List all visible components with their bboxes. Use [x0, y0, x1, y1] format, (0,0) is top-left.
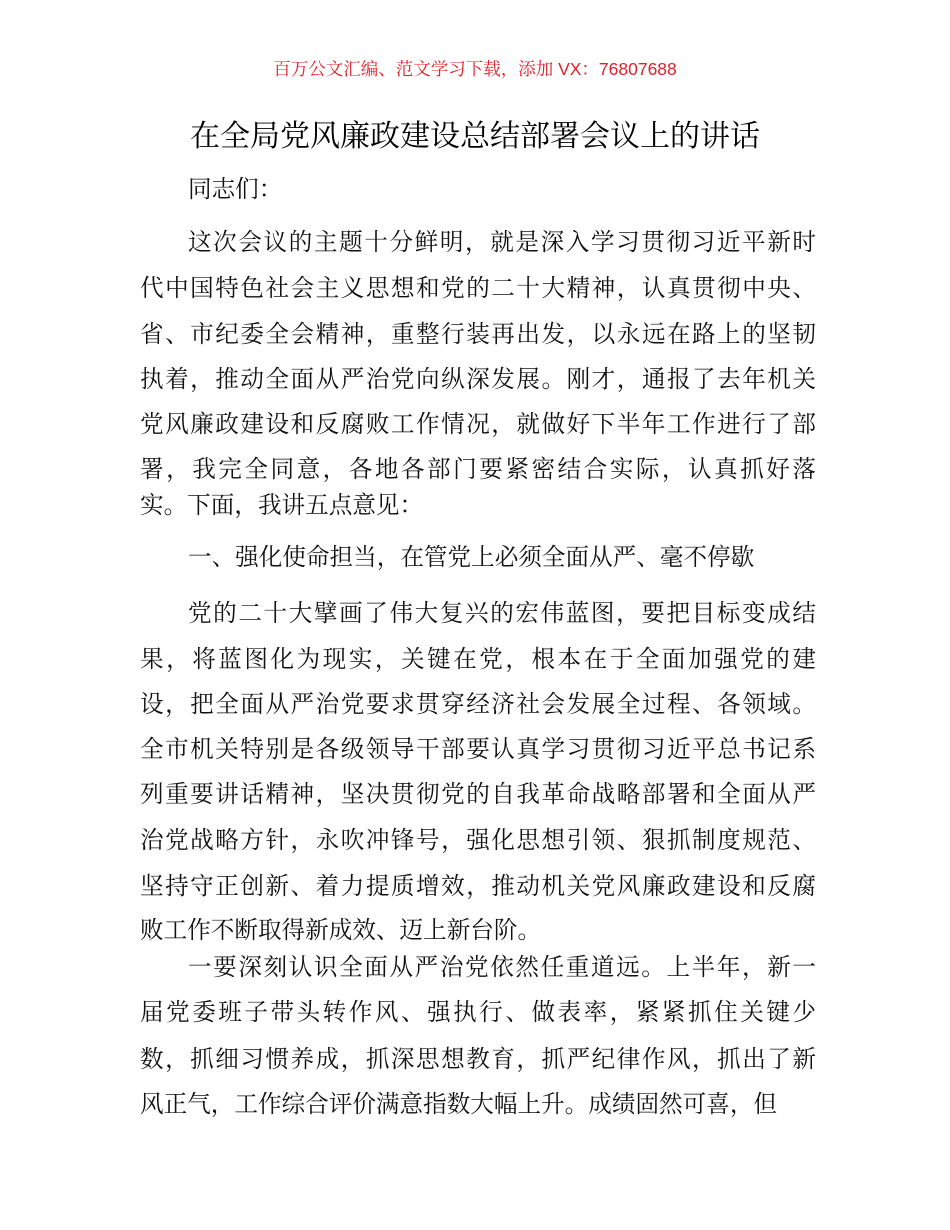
text-line: 届党委班子带头转作风、强执行、做表率，紧紧抓住关键少: [140, 1000, 816, 1026]
text-line: 坚持守正创新、着力提质增效，推动机关党风廉政建设和反腐: [140, 874, 816, 900]
text-line: 这次会议的主题十分鲜明，就是深入学习贯彻习近平新时: [188, 230, 816, 256]
text-line: 果，将蓝图化为现实，关键在党，根本在于全面加强党的建: [140, 647, 816, 673]
text-line: 全市机关特别是各级领导干部要认真学习贯彻习近平总书记系: [140, 737, 816, 763]
text-line: 实。下面，我讲五点意见：: [140, 493, 424, 519]
text-line: 省、市纪委全会精神，重整行装再出发，以永远在路上的坚韧: [140, 322, 816, 348]
text-line: 党风廉政建设和反腐败工作情况，就做好下半年工作进行了部: [140, 412, 816, 438]
watermark-banner: 百万公文汇编、范文学习下载，添加 VX：76807688: [273, 59, 677, 79]
text-line: 治党战略方针，永吹冲锋号，强化思想引领、狠抓制度规范、: [140, 828, 816, 854]
document-title: 在全局党风廉政建设总结部署会议上的讲话: [190, 120, 760, 153]
text-line: 设，把全面从严治党要求贯穿经济社会发展全过程、各领域。: [140, 692, 816, 718]
text-line: 署，我完全同意，各地各部门要紧密结合实际，认真抓好落: [140, 457, 816, 483]
text-line: 数，抓细习惯养成，抓深思想教育，抓严纪律作风，抓出了新: [140, 1047, 816, 1073]
text-line: 一、强化使命担当，在管党上必须全面从严、毫不停歇: [188, 545, 755, 571]
text-line: 党的二十大擘画了伟大复兴的宏伟蓝图，要把目标变成结: [188, 601, 816, 627]
text-line: 败工作不断取得新成效、迈上新台阶。: [140, 918, 542, 944]
text-line: 代中国特色社会主义思想和党的二十大精神，认真贯彻中央、: [140, 276, 816, 302]
text-line: 风正气，工作综合评价满意指数大幅上升。成绩固然可喜，但: [140, 1092, 778, 1118]
salutation: 同志们：: [188, 177, 283, 203]
text-line: 执着，推动全面从严治党向纵深发展。刚才，通报了去年机关: [140, 367, 816, 393]
text-line: 列重要讲话精神，坚决贯彻党的自我革命战略部署和全面从严: [140, 782, 816, 808]
text-line: 一要深刻认识全面从严治党依然任重道远。上半年，新一: [188, 955, 816, 981]
